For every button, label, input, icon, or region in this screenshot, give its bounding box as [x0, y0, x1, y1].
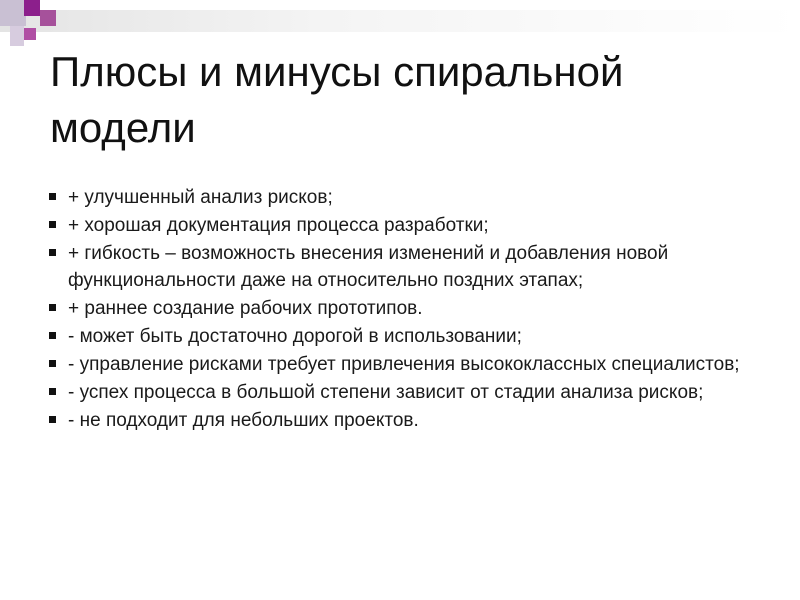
- square-bullet-icon: [49, 193, 56, 200]
- bullet-item: [46, 212, 756, 239]
- bullet-list: [46, 184, 756, 435]
- bullet-text: - может быть достаточно дорогой в использовании;: [68, 326, 522, 347]
- corner-square-pink: [40, 10, 56, 26]
- square-bullet-icon: [49, 304, 56, 311]
- bullet-text: + улучшенный анализ рисков;: [68, 187, 333, 208]
- corner-square-purple: [24, 0, 40, 16]
- bullet-item: [46, 240, 756, 294]
- corner-square-light: [10, 26, 24, 46]
- square-bullet-icon: [49, 360, 56, 367]
- square-bullet-icon: [49, 416, 56, 423]
- bullet-text: + раннее создание рабочих прототипов.: [68, 298, 423, 319]
- square-bullet-icon: [49, 388, 56, 395]
- bullet-item: [46, 379, 756, 406]
- bullet-item: [46, 184, 756, 211]
- bullet-text: + хорошая документация процесса разработки;: [68, 215, 489, 236]
- corner-square-lilac: [0, 0, 26, 26]
- bullet-item: [46, 295, 756, 322]
- slide-title: Плюсы и минусы спиральной модели: [50, 48, 624, 151]
- square-bullet-icon: [49, 332, 56, 339]
- bullet-text: - успех процесса в большой степени зависит от стадии анализа рисков;: [68, 382, 704, 403]
- corner-square-magenta: [24, 28, 36, 40]
- bullet-text: + гибкость – возможность внесения изменений и добавления новой функциональности даже на относительно поздних этапах;: [68, 243, 669, 291]
- header-gradient-bar: [0, 10, 800, 32]
- square-bullet-icon: [49, 249, 56, 256]
- bullet-item: [46, 351, 756, 378]
- square-bullet-icon: [49, 221, 56, 228]
- bullet-text: - не подходит для небольших проектов.: [68, 410, 419, 431]
- bullet-item: [46, 407, 756, 434]
- bullet-text: - управление рисками требует привлечения высококлассных специалистов;: [68, 354, 740, 375]
- bullet-item: [46, 323, 756, 350]
